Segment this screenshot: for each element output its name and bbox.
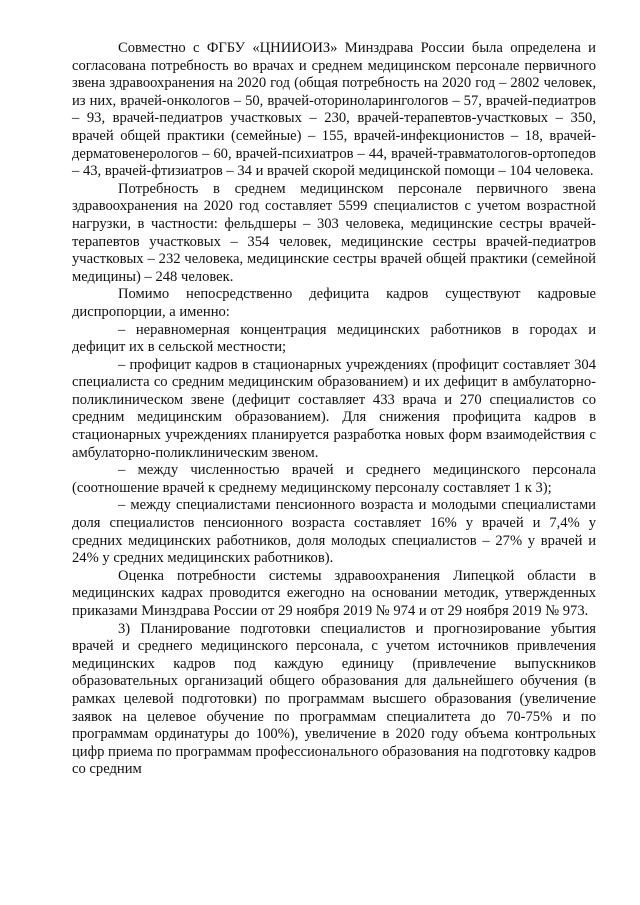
paragraph-4-text: – неравномерная концентрация медицинских работников в городах и дефицит их в сельской местности; (72, 321, 596, 356)
paragraph-3-text: Помимо непосредственно дефицита кадров существуют кадровые диспропорции, а именно: (72, 286, 596, 320)
paragraph-1 (72, 40, 596, 181)
paragraph-7 (72, 497, 596, 567)
paragraph-7-text: – между специалистами пенсионного возраста и молодыми специалистами доля специалистов пенсионного возраста составляет 16% у врачей и 7,4% у средних медицинских работников, доля молодых специалистов – 27% у врачей и 24% у средних медицинских работников). (72, 497, 596, 567)
paragraph-8 (72, 568, 596, 621)
paragraph-6-text: – между численностью врачей и среднего медицинского персонала (соотношение врачей к среднему медицинскому персоналу составляет 1 к 3); (72, 462, 596, 496)
paragraph-6 (72, 462, 596, 497)
paragraph-1-text: Совместно с ФГБУ «ЦНИИОИЗ» Минздрава России была определена и согласована потребность во врачах и среднем медицинском персонале первичного звена здравоохранения на 2020 год (общая потребность на 2020 год – 2802 человек, из них, врачей-онкологов – 50, врачей-оториноларингологов – 57, врачей-педиатров – 93, врачей-педиатров участковых – 230, врачей-терапевтов-участковых – 350, врачей общей практики (семейные) – 155, врачей-инфекционистов – 18, врачей-дерматовенерологов – 60, врачей-психиатров – 44, врачей-травматологов-ортопедов – 43, врачей-фтизиатров – 34 и врачей скорой медицинской помощи – 104 человека. (72, 40, 596, 180)
paragraph-2 (72, 181, 596, 287)
paragraph-5-text: – профицит кадров в стационарных учреждениях (профицит составляет 304 специалиста со средним медицинским образованием) и их дефицит в амбулаторно-поликлиническом звене (дефицит составляет 433 врача и 270 специалистов со средним медицинским образованием). Для снижения профицита кадров в стационарных учреждениях планируется разработка новых форм взаимодействия с амбулаторно-поликлиническим звеном. (72, 356, 596, 461)
paragraph-3 (72, 286, 596, 321)
paragraph-9 (72, 621, 596, 779)
paragraph-2-text: Потребность в среднем медицинском персонале первичного звена здравоохранения на 2020 год составляет 5599 специалистов с учетом возрастной нагрузки, в частности: фельдшеры – 303 человека, медицинские сестры врачей-терапевтов участковых – 354 человек, медицинские сестры врачей-педиатров участковых – 232 человека, медицинские сестры врачей общей практики (семейной медицины) – 248 человек. (72, 180, 596, 285)
paragraph-5 (72, 357, 596, 463)
paragraph-9-text: 3) Планирование подготовки специалистов и прогнозирование убытия врачей и среднего медицинского персонала, с учетом источников привлечения медицинских кадров под каждую единицу (привлечение выпускников образовательных организаций общего образования для дальнейшего обучения (в рамках целевой подготовки) по программам высшего образования (увеличение заявок на целевое обучение по программам специалитета до 70-75% и по программам ординатуры до 100%), увеличение в 2020 году объема контрольных цифр приема по программам профессионального образования на подготовку кадров со средним (72, 620, 596, 778)
paragraph-8-text: Оценка потребности системы здравоохранения Липецкой области в медицинских кадрах проводится ежегодно на основании методик, утвержденных приказами Минздрава России от 29 ноября 2019 № 974 и от 29 ноября 2019 № 973. (72, 567, 596, 619)
document-page (72, 40, 596, 779)
paragraph-4 (72, 322, 596, 357)
